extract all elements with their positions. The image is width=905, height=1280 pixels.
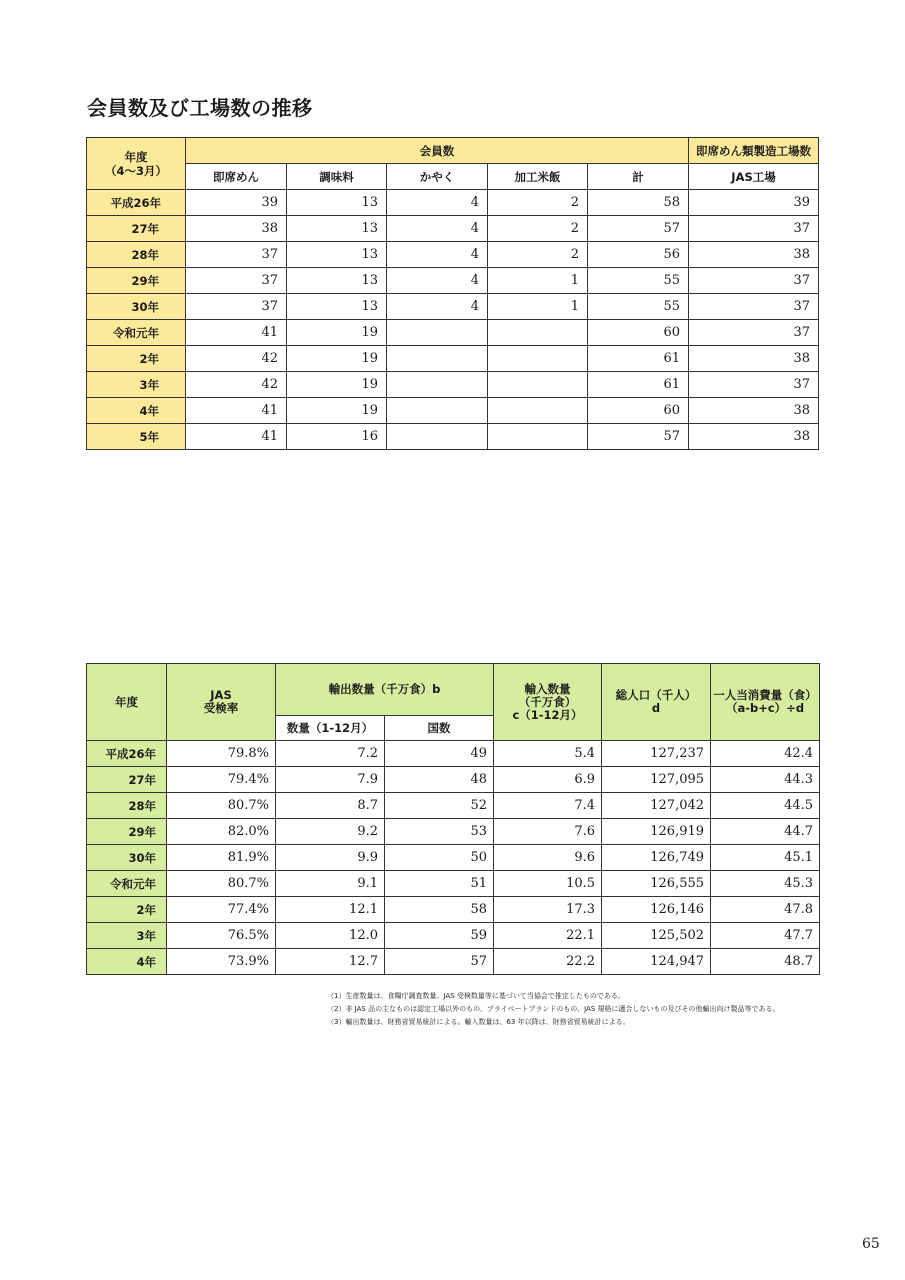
table-cell: 37 <box>689 320 819 346</box>
table-cell: 13 <box>287 216 387 242</box>
row-year: 30年 <box>87 845 167 871</box>
row-year: 令和元年 <box>87 871 167 897</box>
jas-rate-header-line: JAS <box>210 688 232 702</box>
row-year: 28年 <box>87 242 186 268</box>
table-cell <box>387 424 488 450</box>
table-cell <box>488 424 588 450</box>
table-cell: 44.7 <box>711 819 820 845</box>
table-cell: 42 <box>186 372 287 398</box>
table-cell: 41 <box>186 320 287 346</box>
table-cell: 80.7% <box>167 793 276 819</box>
table-cell: 38 <box>689 398 819 424</box>
table-row <box>87 372 819 398</box>
table-cell: 44.5 <box>711 793 820 819</box>
table-cell: 4 <box>387 268 488 294</box>
consumption-header-line: （a-b+c）÷d <box>725 701 805 715</box>
column-header: 加工米飯 <box>488 164 588 190</box>
year-header-label: 年度 <box>124 149 148 164</box>
row-year: 30年 <box>87 294 186 320</box>
table-row <box>87 845 820 871</box>
table-cell: 50 <box>385 845 494 871</box>
table-cell: 2 <box>488 242 588 268</box>
table-cell: 17.3 <box>494 897 602 923</box>
table-cell: 7.2 <box>276 741 385 767</box>
table-cell: 52 <box>385 793 494 819</box>
table-cell: 1 <box>488 294 588 320</box>
table-cell: 126,146 <box>602 897 711 923</box>
consumption-table <box>86 663 820 975</box>
export-quantity-header: 数量（1-12月） <box>276 716 385 741</box>
table-cell: 60 <box>588 398 689 424</box>
table-cell: 127,095 <box>602 767 711 793</box>
jas-rate-header <box>167 664 276 741</box>
table-cell: 57 <box>588 424 689 450</box>
table-cell: 7.4 <box>494 793 602 819</box>
table-cell: 37 <box>689 372 819 398</box>
jas-rate-header-line: 受検率 <box>203 701 239 715</box>
table-cell: 57 <box>588 216 689 242</box>
table-cell: 38 <box>689 346 819 372</box>
table-cell: 53 <box>385 819 494 845</box>
table-cell: 39 <box>186 190 287 216</box>
table-cell: 48 <box>385 767 494 793</box>
table-row <box>87 398 819 424</box>
table-cell: 37 <box>689 294 819 320</box>
table-cell: 22.1 <box>494 923 602 949</box>
population-header-line: 総人口（千人） <box>615 688 697 702</box>
table-cell <box>488 320 588 346</box>
table-cell: 61 <box>588 372 689 398</box>
table-row <box>87 424 819 450</box>
row-year: 5年 <box>87 424 186 450</box>
table-row <box>87 871 820 897</box>
members-header: 会員数 <box>186 138 689 164</box>
footnotes <box>327 990 847 1029</box>
year-header: 年度 <box>87 664 167 741</box>
table-cell: 12.1 <box>276 897 385 923</box>
consumption-header <box>711 664 820 741</box>
import-header <box>494 664 602 741</box>
consumption-header-line: 一人当消費量（食） <box>713 688 817 702</box>
table-cell: 9.9 <box>276 845 385 871</box>
table-cell: 6.9 <box>494 767 602 793</box>
table-cell: 19 <box>287 320 387 346</box>
table-row <box>87 819 820 845</box>
table-cell: 124,947 <box>602 949 711 975</box>
table-cell: 37 <box>186 294 287 320</box>
members-factories-table <box>86 137 819 450</box>
table-cell: 77.4% <box>167 897 276 923</box>
table-row <box>87 294 819 320</box>
table-cell: 37 <box>186 268 287 294</box>
table-cell: 37 <box>689 268 819 294</box>
row-year: 3年 <box>87 923 167 949</box>
table-cell: 37 <box>689 216 819 242</box>
table-row <box>87 767 820 793</box>
row-year: 27年 <box>87 767 167 793</box>
table-cell: 22.2 <box>494 949 602 975</box>
row-year: 2年 <box>87 897 167 923</box>
column-header: 計 <box>588 164 689 190</box>
table-cell: 61 <box>588 346 689 372</box>
table-cell: 16 <box>287 424 387 450</box>
column-header: 即席めん <box>186 164 287 190</box>
table-cell: 73.9% <box>167 949 276 975</box>
table-cell: 2 <box>488 216 588 242</box>
table-row <box>87 793 820 819</box>
year-header-period: （4〜3月） <box>104 163 167 178</box>
table-cell: 8.7 <box>276 793 385 819</box>
import-header-line: （千万食） <box>518 694 577 709</box>
table-cell: 45.1 <box>711 845 820 871</box>
import-header-line: c（1-12月） <box>512 707 583 722</box>
row-year: 29年 <box>87 819 167 845</box>
table-cell: 81.9% <box>167 845 276 871</box>
table-cell: 44.3 <box>711 767 820 793</box>
table-cell: 7.6 <box>494 819 602 845</box>
row-year: 29年 <box>87 268 186 294</box>
table-cell: 7.9 <box>276 767 385 793</box>
table-cell: 127,042 <box>602 793 711 819</box>
table-cell <box>387 372 488 398</box>
table-cell: 1 <box>488 268 588 294</box>
table-cell: 126,555 <box>602 871 711 897</box>
row-year: 平成26年 <box>87 190 186 216</box>
table-cell: 127,237 <box>602 741 711 767</box>
row-year: 2年 <box>87 346 186 372</box>
table-row <box>87 216 819 242</box>
row-year: 3年 <box>87 372 186 398</box>
table-cell: 59 <box>385 923 494 949</box>
table-row <box>87 320 819 346</box>
table-cell: 38 <box>689 424 819 450</box>
table-cell: 5.4 <box>494 741 602 767</box>
table-row <box>87 897 820 923</box>
table-cell: 76.5% <box>167 923 276 949</box>
table-cell: 51 <box>385 871 494 897</box>
table-cell: 19 <box>287 346 387 372</box>
table-cell: 79.8% <box>167 741 276 767</box>
table-cell: 39 <box>689 190 819 216</box>
table-row <box>87 346 819 372</box>
table-cell: 10.5 <box>494 871 602 897</box>
table-row <box>87 242 819 268</box>
footnote: （2）非 JAS 品の主なものは認定工場以外のもの、プライベートブランドのもの、JAS 規格に適合しないもの及びその他輸出向け製品等である。 <box>327 1005 780 1013</box>
table-row <box>87 268 819 294</box>
table-cell: 47.8 <box>711 897 820 923</box>
table-cell: 4 <box>387 242 488 268</box>
page-number: 65 <box>862 1236 880 1252</box>
table-cell: 9.6 <box>494 845 602 871</box>
table-cell: 42 <box>186 346 287 372</box>
table-row <box>87 923 820 949</box>
page-title: 会員数及び工場数の推移 <box>87 96 313 120</box>
table-cell: 13 <box>287 268 387 294</box>
table-cell: 13 <box>287 242 387 268</box>
export-countries-header: 国数 <box>385 716 494 741</box>
table-cell: 47.7 <box>711 923 820 949</box>
table-cell: 9.2 <box>276 819 385 845</box>
table-cell: 125,502 <box>602 923 711 949</box>
table-cell: 49 <box>385 741 494 767</box>
table-row <box>87 190 819 216</box>
import-header-line: 輸入数量 <box>524 681 571 696</box>
table-cell: 9.1 <box>276 871 385 897</box>
footnote: （3）輸出数量は、財務省貿易統計による。輸入数量は、63 年以降は、財務省貿易統計による。 <box>327 1018 630 1026</box>
year-header <box>87 138 186 190</box>
table-cell: 48.7 <box>711 949 820 975</box>
row-year: 4年 <box>87 949 167 975</box>
table-cell: 58 <box>588 190 689 216</box>
table-cell <box>488 372 588 398</box>
table-cell: 4 <box>387 216 488 242</box>
table-cell: 126,919 <box>602 819 711 845</box>
population-header <box>602 664 711 741</box>
table-cell: 57 <box>385 949 494 975</box>
table-cell: 38 <box>689 242 819 268</box>
table-cell: 82.0% <box>167 819 276 845</box>
table-cell: 38 <box>186 216 287 242</box>
table-cell: 42.4 <box>711 741 820 767</box>
table-cell: 13 <box>287 190 387 216</box>
row-year: 平成26年 <box>87 741 167 767</box>
table-cell: 56 <box>588 242 689 268</box>
table-cell: 2 <box>488 190 588 216</box>
table-cell: 126,749 <box>602 845 711 871</box>
table-cell: 37 <box>186 242 287 268</box>
table-cell <box>387 346 488 372</box>
column-header: 調味料 <box>287 164 387 190</box>
table-cell: 45.3 <box>711 871 820 897</box>
table-cell: 58 <box>385 897 494 923</box>
column-header: かやく <box>387 164 488 190</box>
table-row <box>87 949 820 975</box>
row-year: 27年 <box>87 216 186 242</box>
table-cell: 41 <box>186 398 287 424</box>
table-cell: 79.4% <box>167 767 276 793</box>
table-cell <box>488 346 588 372</box>
column-header: JAS工場 <box>689 164 819 190</box>
table-row <box>87 741 820 767</box>
factories-header: 即席めん類製造工場数 <box>689 138 819 164</box>
row-year: 令和元年 <box>87 320 186 346</box>
table-cell: 4 <box>387 294 488 320</box>
table-cell: 41 <box>186 424 287 450</box>
table-cell <box>488 398 588 424</box>
table-cell: 12.7 <box>276 949 385 975</box>
table-cell: 80.7% <box>167 871 276 897</box>
table-cell: 12.0 <box>276 923 385 949</box>
table-cell: 19 <box>287 372 387 398</box>
export-header: 輸出数量（千万食）b <box>276 664 494 716</box>
row-year: 4年 <box>87 398 186 424</box>
table-cell <box>387 398 488 424</box>
table-cell: 60 <box>588 320 689 346</box>
table-cell <box>387 320 488 346</box>
table-cell: 55 <box>588 268 689 294</box>
population-header-line: d <box>651 701 661 715</box>
table-cell: 55 <box>588 294 689 320</box>
table-cell: 4 <box>387 190 488 216</box>
row-year: 28年 <box>87 793 167 819</box>
table-cell: 19 <box>287 398 387 424</box>
table-cell: 13 <box>287 294 387 320</box>
footnote: （1）生産数量は、食糧庁調査数量、JAS 受検数量等に基づいて当協会で推定したものである。 <box>327 992 625 1000</box>
